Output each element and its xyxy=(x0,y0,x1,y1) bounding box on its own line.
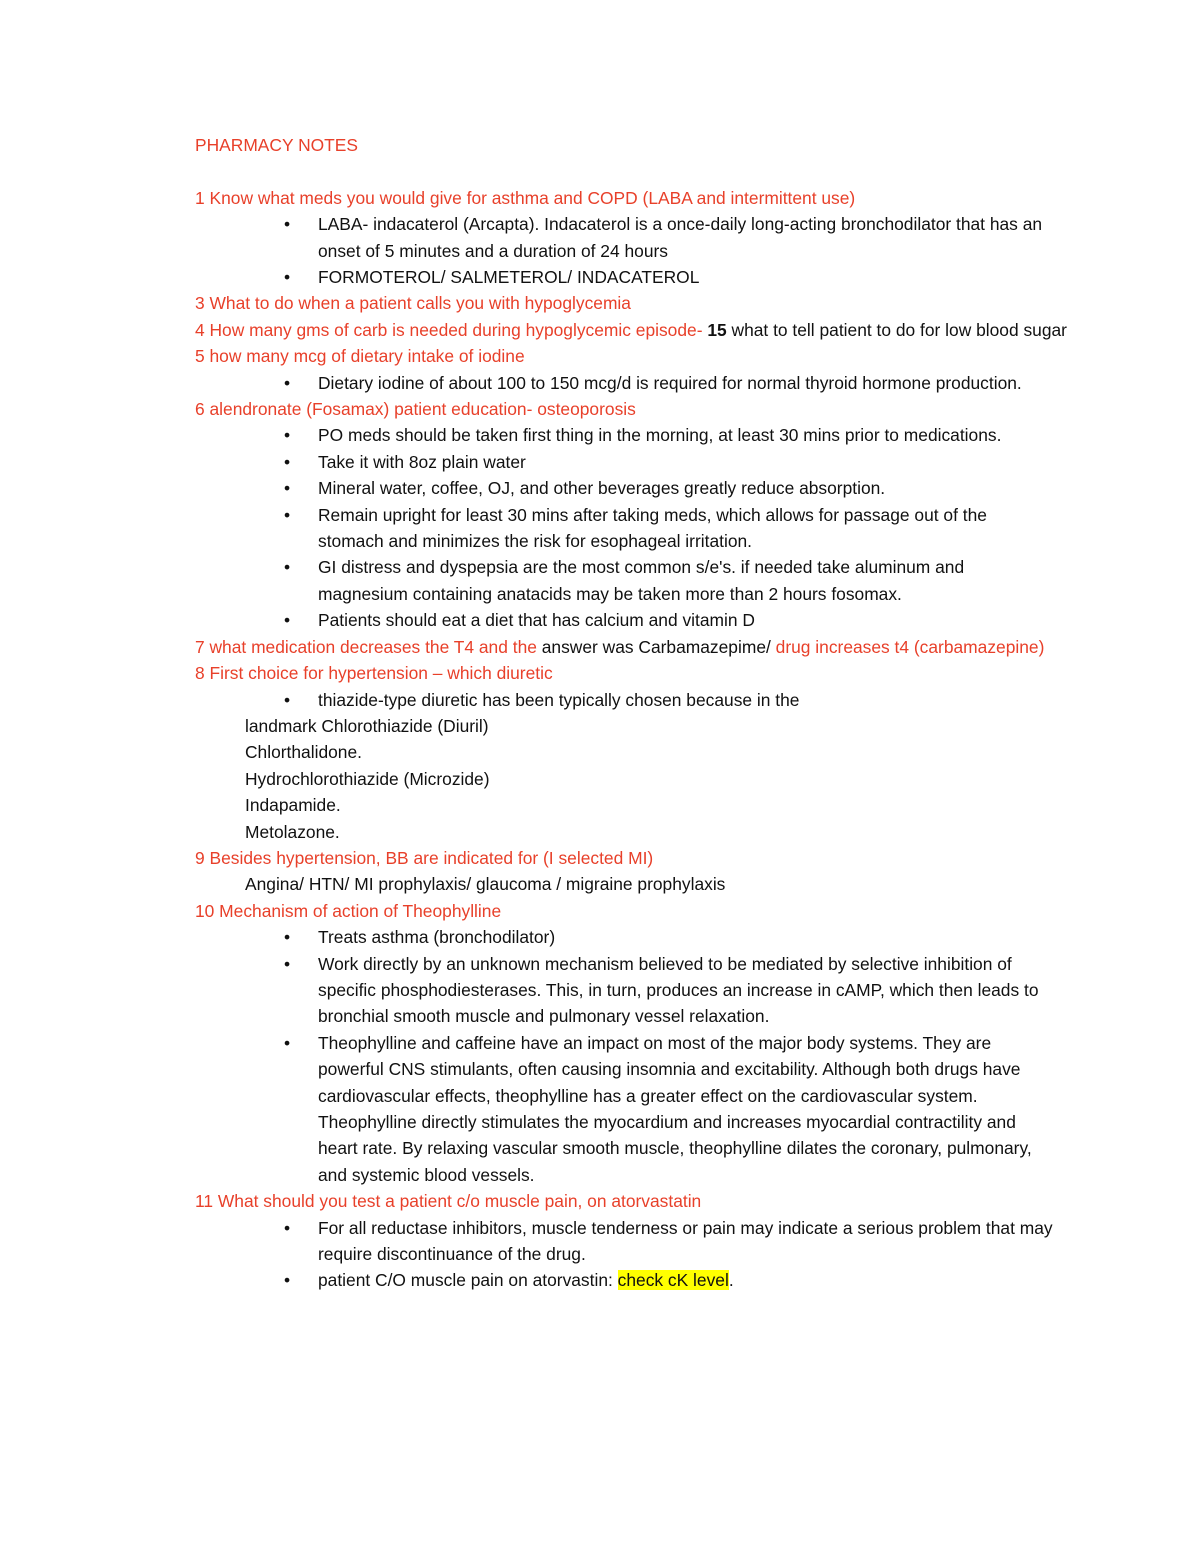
list-item: • Take it with 8oz plain water xyxy=(195,449,1075,475)
question-9-answer: Angina/ HTN/ MI prophylaxis/ glaucoma / migraine prophylaxis xyxy=(245,874,726,895)
question-3-heading: 3 What to do when a patient calls you with hypoglycemia xyxy=(195,293,631,314)
list-item: • FORMOTEROL/ SALMETEROL/ INDACATEROL xyxy=(195,264,1075,290)
question-11-heading: 11 What should you test a patient c/o muscle pain, on atorvastatin xyxy=(195,1191,702,1212)
list-item: • Treats asthma (bronchodilator) xyxy=(195,924,1075,950)
notes-body xyxy=(195,132,1075,1294)
list-item: • Patients should eat a diet that has calcium and vitamin D xyxy=(195,607,1075,633)
diuretic-line: Chlorthalidone. xyxy=(245,742,362,763)
question-4-answer-number: 15 xyxy=(702,319,727,340)
page-title: PHARMACY NOTES xyxy=(195,135,358,155)
question-8-heading: 8 First choice for hypertension – which diuretic xyxy=(195,663,553,684)
diuretic-line: landmark Chlorothiazide (Diuril) xyxy=(245,715,489,736)
question-7-heading-cont: drug increases t4 (carbamazepine) xyxy=(770,636,1045,657)
question-10-heading: 10 Mechanism of action of Theophylline xyxy=(195,900,502,921)
question-4-paragraph xyxy=(195,317,1075,343)
list-item: • Theophylline and caffeine have an impact on most of the major body systems. They are powerful CNS stimulants, often causing insomnia and excitability. Although both drugs have cardiovascular effects, theophylline has a greater effect on the cardiovascular system. Theophylline directly stimulates the myocardium and increases myocardial contractility and heart rate. By relaxing vascular smooth muscle, theophylline dilates the coronary, pulmonary, and systemic blood vessels. xyxy=(195,1030,1075,1188)
list-item: • Dietary iodine of about 100 to 150 mcg/d is required for normal thyroid hormone production. xyxy=(195,370,1075,396)
diuretic-line: Hydrochlorothiazide (Microzide) xyxy=(245,768,490,789)
diuretic-line: Indapamide. xyxy=(245,795,341,816)
last-item-prefix: patient C/O muscle pain on atorvastin: xyxy=(318,1270,618,1291)
question-1-heading: 1 Know what meds you would give for asthma and COPD (LABA and intermittent use) xyxy=(195,187,856,208)
highlighted-answer: check cK level xyxy=(617,1270,729,1291)
list-item: • PO meds should be taken first thing in the morning, at least 30 mins prior to medications. xyxy=(195,422,1075,448)
list-item: • thiazide-type diuretic has been typically chosen because in the xyxy=(195,687,1075,713)
question-4-answer-text: what to tell patient to do for low blood sugar xyxy=(726,319,1067,340)
question-4-heading: 4 How many gms of carb is needed during hypoglycemic episode- xyxy=(195,319,703,340)
question-6-heading: 6 alendronate (Fosamax) patient education- osteoporosis xyxy=(195,399,636,420)
diuretic-line: Metolazone. xyxy=(245,821,340,842)
list-item: • LABA- indacaterol (Arcapta). Indacaterol is a once-daily long-acting bronchodilator that has an onset of 5 minutes and a duration of 24 hours xyxy=(195,211,1075,264)
list-item: • Work directly by an unknown mechanism believed to be mediated by selective inhibition of specific phosphodiesterases. This, in turn, produces an increase in cAMP, which then leads to bronchial smooth muscle and pulmonary vessel relaxation. xyxy=(195,951,1075,1030)
question-7-heading: 7 what medication decreases the T4 and the xyxy=(195,636,537,657)
question-7-paragraph xyxy=(195,634,1075,660)
question-5-heading: 5 how many mcg of dietary intake of iodine xyxy=(195,346,525,367)
question-7-answer: answer was Carbamazepime/ xyxy=(536,636,771,657)
list-item: • Mineral water, coffee, OJ, and other beverages greatly reduce absorption. xyxy=(195,475,1075,501)
last-item-suffix: . xyxy=(728,1270,734,1291)
list-item: • For all reductase inhibitors, muscle tenderness or pain may indicate a serious problem that may require discontinuance of the drug. xyxy=(195,1215,1075,1268)
question-9-heading: 9 Besides hypertension, BB are indicated for (I selected MI) xyxy=(195,847,654,868)
list-item: • Remain upright for least 30 mins after taking meds, which allows for passage out of the stomach and minimizes the risk for esophageal irritation. xyxy=(195,502,1075,555)
list-item: • GI distress and dyspepsia are the most common s/e's. if needed take aluminum and magnesium containing anatacids may be taken more than 2 hours fosomax. xyxy=(195,554,1075,607)
list-item xyxy=(195,1267,1075,1293)
